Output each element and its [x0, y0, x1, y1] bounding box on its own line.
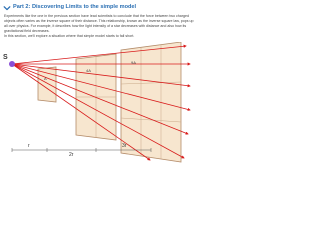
distance-label-3r: 3r [122, 143, 127, 149]
area-panel-9a [121, 42, 181, 162]
source-point [9, 61, 15, 67]
area-label-a: A [44, 76, 47, 81]
inverse-square-law-figure [0, 42, 200, 163]
section-title: Part 2: Discovering Limits to the simple model [13, 3, 137, 10]
source-label: S [3, 54, 8, 61]
area-label-9a: 9A [131, 60, 136, 65]
section-header[interactable] [3, 3, 197, 12]
section-paragraph: In this section, we'll explore a situation where that simple model starts to fall short. [4, 34, 135, 38]
area-panel-a [38, 67, 56, 102]
chevron-down-icon[interactable] [3, 4, 11, 12]
distance-label-r: r [28, 143, 30, 149]
distance-label-2r: 2r [69, 152, 74, 158]
intro-paragraph: Experiments like the one in the previous section have lead scientists to conclude that the force between two charged objects often varies as the inverse square of their distance. This relationship, known as the inverse square law, pops up all over physics. For example, it describes how the light intensity of a star decreases with distance and also how its gravitational field decreases. [4, 14, 194, 33]
area-label-4a: 4A [86, 68, 91, 73]
